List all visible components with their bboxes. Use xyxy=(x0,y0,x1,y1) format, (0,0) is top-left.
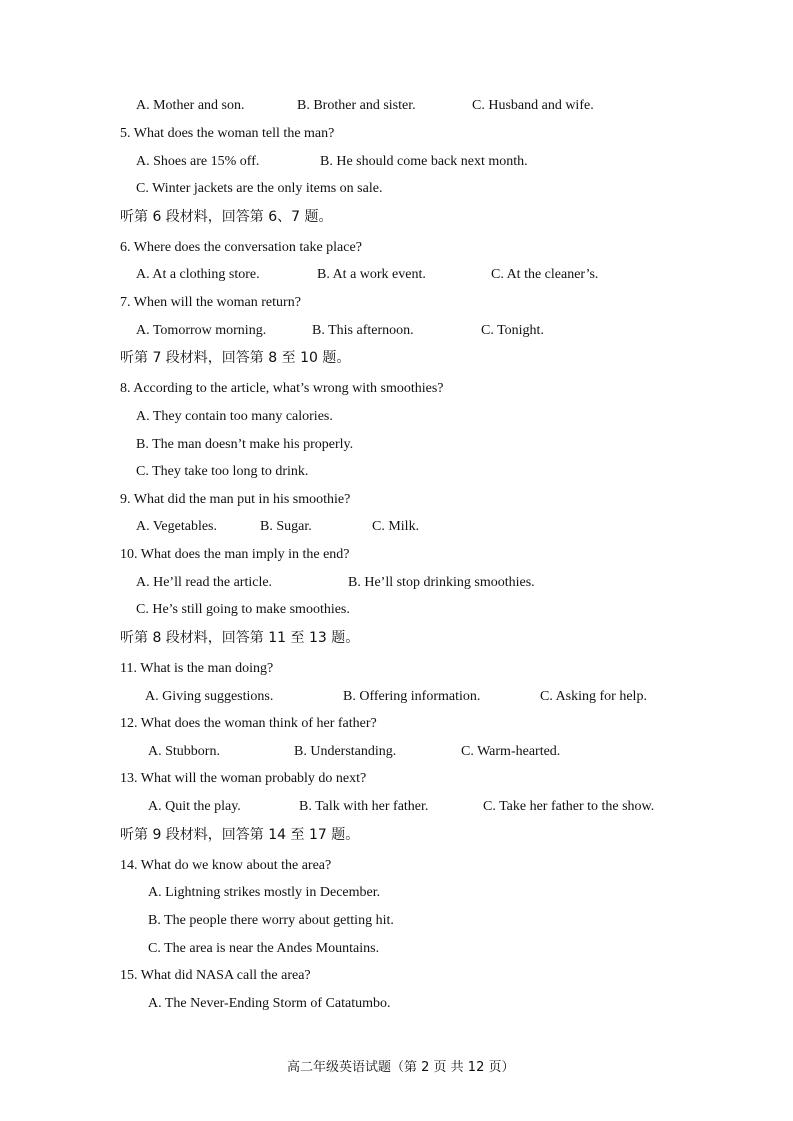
q10-option-c: C. He’s still going to make smoothies. xyxy=(136,602,350,617)
q13-option-b: B. Talk with her father. xyxy=(299,799,429,814)
q7-option-b: B. This afternoon. xyxy=(312,323,414,338)
q15-option-a: A. The Never-Ending Storm of Catatumbo. xyxy=(148,996,391,1011)
q6-option-b: B. At a work event. xyxy=(317,267,426,282)
q9-option-c: C. Milk. xyxy=(372,519,420,534)
question-13: 13. What will the woman probably do next? xyxy=(120,771,367,786)
q10-option-b: B. He’ll stop drinking smoothies. xyxy=(348,575,535,590)
question-6: 6. Where does the conversation take place? xyxy=(120,240,362,255)
q4-option-a: A. Mother and son. xyxy=(136,98,245,113)
q5-option-b: B. He should come back next month. xyxy=(320,154,528,169)
q11-option-b: B. Offering information. xyxy=(343,689,481,704)
q13-option-a: A. Quit the play. xyxy=(148,799,241,814)
question-12: 12. What does the woman think of her father? xyxy=(120,716,377,731)
q8-option-b: B. The man doesn’t make his properly. xyxy=(136,437,354,452)
page-footer: 高二年级英语试题（第 2 页 共 12 页） xyxy=(287,1060,515,1075)
q7-option-c: C. Tonight. xyxy=(481,323,544,338)
section-heading-7: 听第 7 段材料，回答第 8 至 10 题。 xyxy=(120,350,351,366)
question-5: 5. What does the woman tell the man? xyxy=(120,126,335,141)
q10-option-a: A. He’ll read the article. xyxy=(136,575,273,590)
q5-option-a: A. Shoes are 15% off. xyxy=(136,154,260,169)
section-heading-6: 听第 6 段材料，回答第 6、7 题。 xyxy=(120,209,333,225)
q11-option-a: A. Giving suggestions. xyxy=(145,689,274,704)
q14-option-c: C. The area is near the Andes Mountains. xyxy=(148,941,380,956)
q14-option-a: A. Lightning strikes mostly in December. xyxy=(148,885,381,900)
q14-option-b: B. The people there worry about getting hit. xyxy=(148,913,394,928)
q8-option-c: C. They take too long to drink. xyxy=(136,464,309,479)
q4-option-c: C. Husband and wife. xyxy=(472,98,594,113)
section-heading-8: 听第 8 段材料，回答第 11 至 13 题。 xyxy=(120,630,360,646)
question-8: 8. According to the article, what’s wrong with smoothies? xyxy=(120,381,444,396)
q12-option-b: B. Understanding. xyxy=(294,744,397,759)
question-10: 10. What does the man imply in the end? xyxy=(120,547,350,562)
q7-option-a: A. Tomorrow morning. xyxy=(136,323,267,338)
q13-option-c: C. Take her father to the show. xyxy=(483,799,655,814)
q6-option-a: A. At a clothing store. xyxy=(136,267,260,282)
q12-option-a: A. Stubborn. xyxy=(148,744,220,759)
q11-option-c: C. Asking for help. xyxy=(540,689,647,704)
q5-option-c: C. Winter jackets are the only items on sale. xyxy=(136,181,383,196)
q9-option-a: A. Vegetables. xyxy=(136,519,217,534)
question-7: 7. When will the woman return? xyxy=(120,295,301,310)
q8-option-a: A. They contain too many calories. xyxy=(136,409,333,424)
q9-option-b: B. Sugar. xyxy=(260,519,312,534)
q6-option-c: C. At the cleaner’s. xyxy=(491,267,599,282)
question-14: 14. What do we know about the area? xyxy=(120,858,332,873)
question-9: 9. What did the man put in his smoothie? xyxy=(120,492,351,507)
q4-option-b: B. Brother and sister. xyxy=(297,98,416,113)
question-15: 15. What did NASA call the area? xyxy=(120,968,311,983)
section-heading-9: 听第 9 段材料，回答第 14 至 17 题。 xyxy=(120,827,360,843)
q12-option-c: C. Warm-hearted. xyxy=(461,744,561,759)
question-11: 11. What is the man doing? xyxy=(120,661,274,676)
